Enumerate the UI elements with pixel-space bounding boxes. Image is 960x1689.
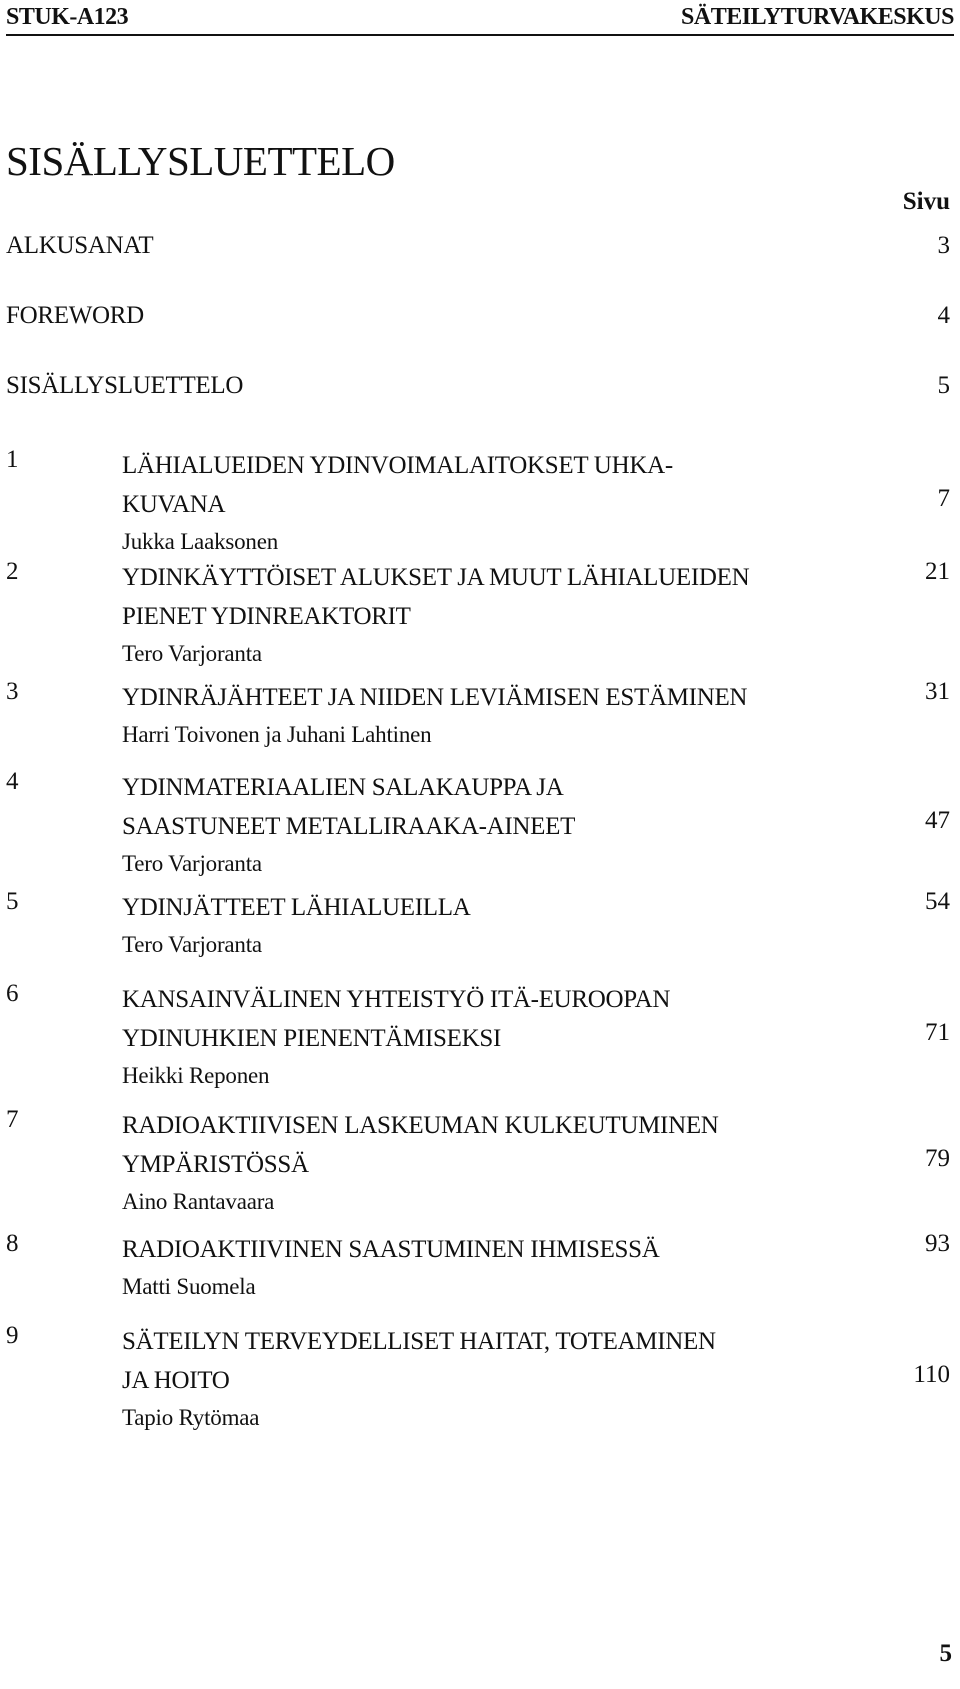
chapter-number: 2: [6, 558, 19, 585]
chapter-page: 110: [913, 1361, 950, 1388]
chapter-title-line: YDINUHKIEN PIENENTÄMISEKSI: [122, 1025, 501, 1052]
chapter-title-line: JA HOITO: [122, 1367, 230, 1394]
chapter-title-line: SÄTEILYN TERVEYDELLISET HAITAT, TOTEAMINEN: [122, 1328, 716, 1355]
chapter-number: 9: [6, 1322, 19, 1349]
chapter-author: Jukka Laaksonen: [122, 529, 279, 554]
chapter-page: 71: [925, 1019, 950, 1046]
chapter-title-line: KUVANA: [122, 491, 226, 518]
chapter-title-line: PIENET YDINREAKTORIT: [122, 603, 411, 630]
chapter-author: Tero Varjoranta: [122, 932, 262, 957]
chapter-author: Tero Varjoranta: [122, 851, 262, 876]
chapter-number: 5: [6, 888, 19, 915]
chapter-title-line: YDINKÄYTTÖISET ALUKSET JA MUUT LÄHIALUEIDEN: [122, 564, 750, 591]
chapter-page: 93: [925, 1230, 950, 1257]
chapter-title-line: KANSAINVÄLINEN YHTEISTYÖ ITÄ-EUROOPAN: [122, 986, 671, 1013]
chapter-page: 47: [925, 807, 950, 834]
page-folio: 5: [939, 1640, 952, 1667]
page-title: SISÄLLYSLUETTELO: [6, 138, 395, 184]
toc-page-sisallysluettelo: 5: [937, 372, 950, 399]
publisher-name: SÄTEILYTURVAKESKUS: [681, 4, 954, 30]
chapter-number: 7: [6, 1106, 19, 1133]
chapter-author: Aino Rantavaara: [122, 1189, 275, 1214]
chapter-page: 79: [925, 1145, 950, 1172]
chapter-author: Harri Toivonen ja Juhani Lahtinen: [122, 722, 432, 747]
chapter-title-line: YDINMATERIAALIEN SALAKAUPPA JA: [122, 774, 564, 801]
toc-entry-foreword: FOREWORD: [6, 302, 144, 329]
chapter-number: 1: [6, 446, 19, 473]
chapter-number: 6: [6, 980, 19, 1007]
running-header: [6, 4, 954, 36]
chapter-page: 21: [925, 558, 950, 585]
chapter-title-line: YDINRÄJÄHTEET JA NIIDEN LEVIÄMISEN ESTÄMINEN: [122, 684, 748, 711]
header-rule: [6, 34, 954, 36]
chapter-title-line: YDINJÄTTEET LÄHIALUEILLA: [122, 894, 471, 921]
toc-page-foreword: 4: [937, 302, 950, 329]
chapter-author: Heikki Reponen: [122, 1063, 270, 1088]
chapter-number: 4: [6, 768, 19, 795]
page-column-label: Sivu: [902, 188, 950, 215]
chapter-title-line: SAASTUNEET METALLIRAAKA-AINEET: [122, 813, 576, 840]
chapter-title-line: RADIOAKTIIVISEN LASKEUMAN KULKEUTUMINEN: [122, 1112, 719, 1139]
chapter-number: 8: [6, 1230, 19, 1257]
chapter-author: Tero Varjoranta: [122, 641, 262, 666]
toc-page-alkusanat: 3: [937, 232, 950, 259]
toc-entry-alkusanat: ALKUSANAT: [6, 232, 154, 259]
chapter-page: 54: [925, 888, 950, 915]
chapter-page: 31: [925, 678, 950, 705]
chapter-author: Matti Suomela: [122, 1274, 256, 1299]
chapter-number: 3: [6, 678, 19, 705]
toc-entry-sisallysluettelo: SISÄLLYSLUETTELO: [6, 372, 244, 399]
chapter-author: Tapio Rytömaa: [122, 1405, 260, 1430]
chapter-title-line: YMPÄRISTÖSSÄ: [122, 1151, 309, 1178]
chapter-title-line: LÄHIALUEIDEN YDINVOIMALAITOKSET UHKA-: [122, 452, 673, 479]
chapter-title-line: RADIOAKTIIVINEN SAASTUMINEN IHMISESSÄ: [122, 1236, 660, 1263]
chapter-page: 7: [937, 485, 950, 512]
report-code: STUK-A123: [6, 4, 129, 30]
